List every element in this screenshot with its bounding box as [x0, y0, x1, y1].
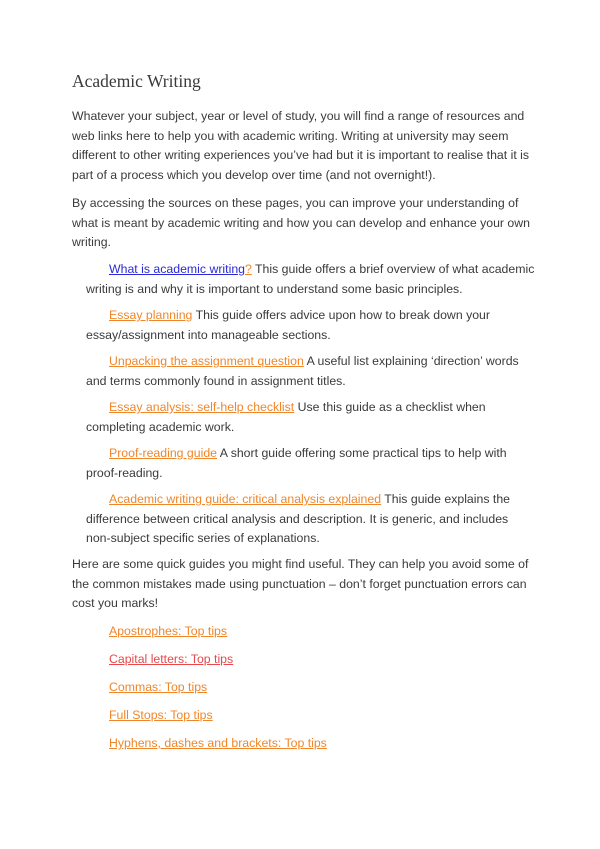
quick-link-capital-letters[interactable]: Capital letters: Top tips [109, 652, 234, 666]
intro-paragraph: By accessing the sources on these pages, you can improve your understanding of what is meant by academic writing and how you can develop and enhance your own writing. [72, 196, 530, 249]
guide-item [86, 260, 536, 299]
guide-item [86, 490, 536, 549]
intro-paragraph: Whatever your subject, year or level of study, you will find a range of resources and web links here to help you with academic writing. Writing at university may seem different to other writing experiences you’ve had but it is important to realise that it is part of a process which you develop over time (and not overnight!). [72, 109, 530, 182]
guide-description: A short guide offering some practical tips to help with proof-reading. [86, 446, 507, 480]
quick-link-commas[interactable]: Commas: Top tips [109, 680, 208, 694]
guide-link-essay-analysis-checklist[interactable]: Essay analysis: self-help checklist [109, 400, 295, 414]
guide-description: A useful list explaining ‘direction’ words and terms commonly found in assignment titles. [86, 354, 519, 388]
guide-item [86, 352, 536, 391]
guide-link-essay-planning[interactable]: Essay planning [109, 308, 193, 322]
page-title: Academic Writing [72, 71, 201, 91]
guide-description: This guide offers a brief overview of what academic writing is and why it is important to understand some basic principles. [86, 262, 535, 296]
guide-link-what-is-academic-writing[interactable]: What is academic writing [109, 262, 245, 276]
quick-guides-intro: Here are some quick guides you might find useful. They can help you avoid some of the common mistakes made using punctuation – don’t forget punctuation errors can cost you marks! [72, 557, 529, 610]
guide-item [86, 444, 536, 483]
guide-item [86, 306, 536, 345]
guide-item [86, 398, 536, 437]
quick-link-hyphens-dashes-brackets[interactable]: Hyphens, dashes and brackets: Top tips [109, 736, 327, 750]
guide-link-critical-analysis-explained[interactable]: Academic writing guide: critical analysis explained [109, 492, 382, 506]
guide-description: Use this guide as a checklist when completing academic work. [86, 400, 486, 434]
quick-link-apostrophes[interactable]: Apostrophes: Top tips [109, 624, 228, 638]
guide-link-unpacking-assignment-question[interactable]: Unpacking the assignment question [109, 354, 304, 368]
guide-description: This guide explains the difference between critical analysis and description. It is generic, and includes non-subject specific series of explanations. [86, 492, 511, 545]
guide-link-proof-reading-guide[interactable]: Proof-reading guide [109, 446, 218, 460]
guide-link-suffix[interactable]: ? [245, 262, 252, 276]
quick-link-full-stops[interactable]: Full Stops: Top tips [109, 708, 213, 722]
guide-description: This guide offers advice upon how to break down your essay/assignment into manageable sections. [86, 308, 490, 342]
